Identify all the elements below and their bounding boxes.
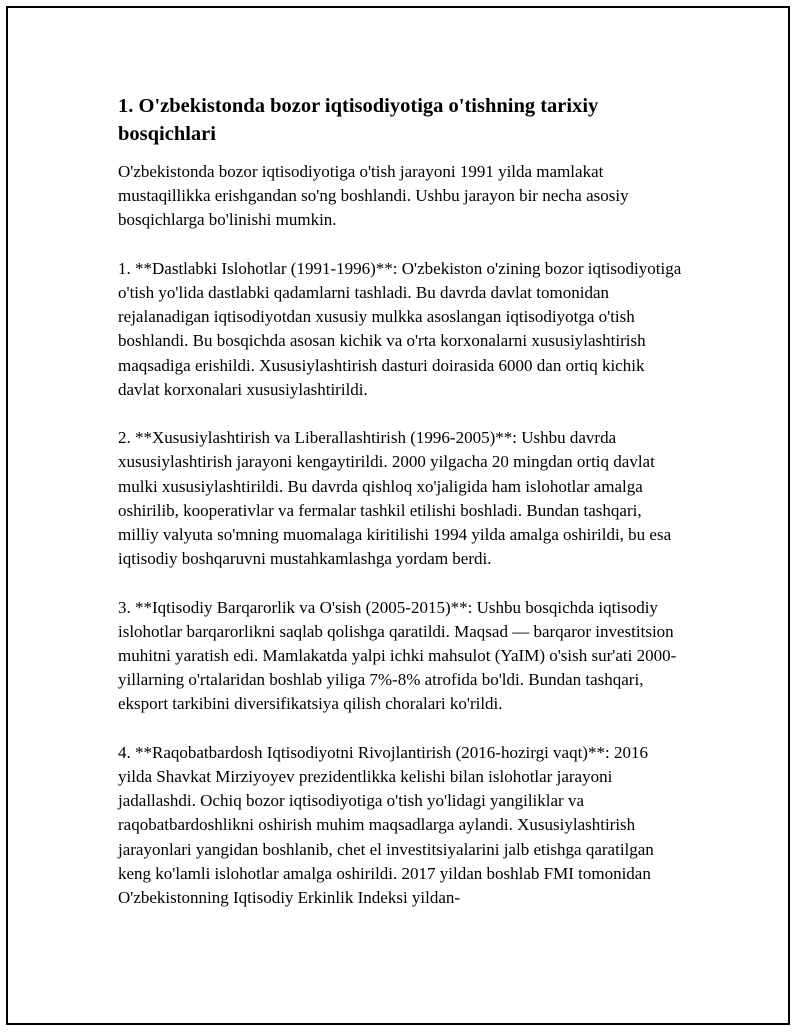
document-body [118, 92, 683, 934]
stage-2-paragraph: 2. **Xususiylashtirish va Liberallashtirish (1996-2005)**: Ushbu davrda xususiylashtirish jarayoni kengaytirildi. 2000 yilgacha 20 mingdan ortiq davlat mulki xususiylashtirildi. Bu davrda qishloq xo'jaligida ham islohotlar amalga oshirilib, kooperativlar va fermalar tashkil etilishi boshladi. Bundan tashqari, milliy valyuta so'mning muomalaga kiritilishi 1994 yilda amalga oshirildi, bu esa iqtisodiy boshqaruvni mustahkamlashga yordam berdi. [118, 428, 672, 569]
section-heading: 1. O'zbekistonda bozor iqtisodiyotiga o'tishning tarixiy bosqichlari [118, 95, 599, 145]
stage-1-paragraph: 1. **Dastlabki Islohotlar (1991-1996)**: O'zbekiston o'zining bozor iqtisodiyotiga o'tish yo'lida dastlabki qadamlarni tashladi. Bu davrda davlat tomonidan rejalanadigan iqtisodiyotdan xususiy mulkka asoslangan iqtisodiyotga o'tish boshlandi. Bu bosqichda asosan kichik va o'rta korxonalarni xususiylashtirish maqsadiga erishildi. Xususiylashtirish dasturi doirasida 6000 dan ortiq kichik davlat korxonalari xususiylashtirildi. [118, 258, 682, 399]
stage-4-paragraph: 4. **Raqobatbardosh Iqtisodiyotni Rivojlantirish (2016-hozirgi vaqt)**: 2016 yilda Shavkat Mirziyoyev prezidentlikka kelishi bilan islohotlar jarayoni jadallashdi. Ochiq bozor iqtisodiyotiga o'tish yo'lidagi yangiliklar va raqobatbardoshlikni oshirish muhim maqsadlarga aylandi. Xususiylashtirish jarayonlari yangidan boshlanib, chet el investitsiyalarini jalb etishga qaratilgan keng ko'lamli islohotlar amalga oshirildi. 2017 yildan boshlab FMI tomonidan O'zbekistonning Iqtisodiy Erkinlik Indeksi yildan- [118, 742, 654, 908]
stage-3-paragraph: 3. **Iqtisodiy Barqarorlik va O'sish (2005-2015)**: Ushbu bosqichda iqtisodiy islohotlar barqarorlikni saqlab qolishga qaratildi. Maqsad — barqaror investitsion muhitni yaratish edi. Mamlakatda yalpi ichki mahsulot (YaIM) o'sish sur'ati 2000-yillarning o'rtalaridan boshlab yiliga 7%-8% atrofida bo'ldi. Bundan tashqari, eksport tarkibini diversifikatsiya qilish choralari ko'rildi. [118, 597, 677, 714]
intro-paragraph: O'zbekistonda bozor iqtisodiyotiga o'tish jarayoni 1991 yilda mamlakat mustaqillikka erishgandan so'ng boshlandi. Ushbu jarayon bir necha asosiy bosqichlarga bo'linishi mumkin. [118, 162, 629, 230]
